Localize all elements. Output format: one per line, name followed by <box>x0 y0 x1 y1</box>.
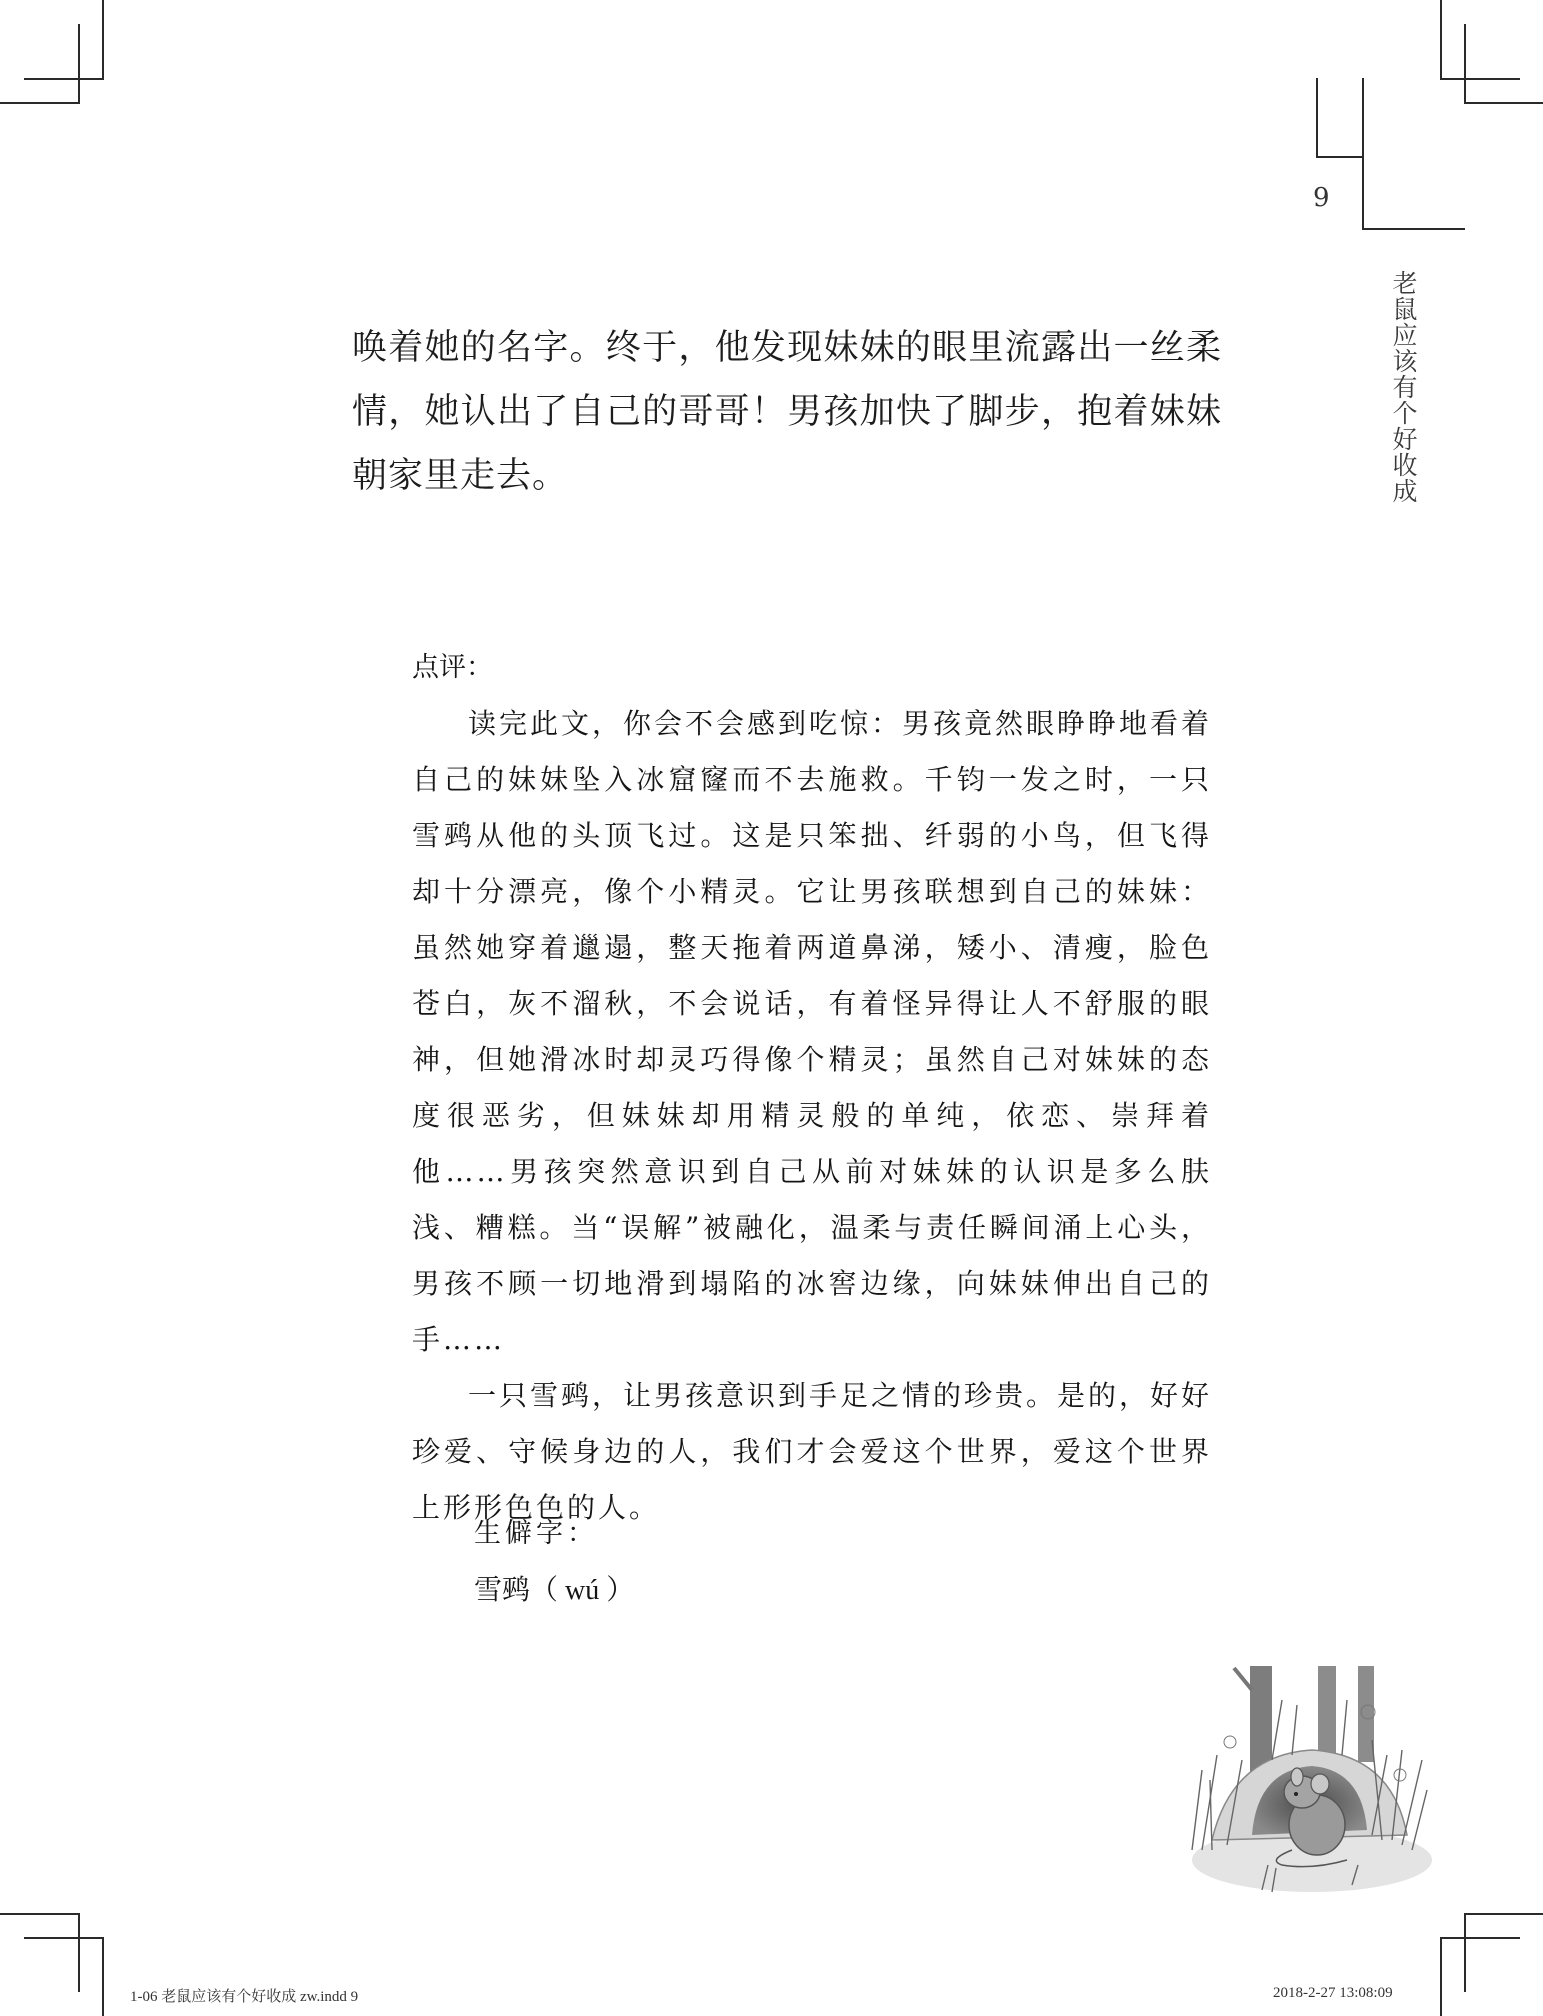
crop-mark <box>1440 1937 1442 2016</box>
crop-mark <box>1464 24 1466 103</box>
crop-mark <box>24 1937 104 1939</box>
paren-close: ） <box>606 1573 635 1606</box>
crop-mark <box>78 1913 80 1992</box>
crop-mark <box>24 78 104 80</box>
crop-mark <box>1440 0 1442 79</box>
crop-mark <box>0 102 80 104</box>
vocabulary-note <box>474 1512 634 1619</box>
crop-mark <box>1440 1937 1520 1939</box>
crop-mark <box>0 1913 80 1915</box>
crop-mark <box>102 1937 104 2016</box>
header-rule <box>1316 156 1362 158</box>
slug-timestamp: 2018-2-27 13:08:09 <box>1273 1985 1393 2001</box>
vocabulary-label: 生僻字： <box>474 1518 598 1549</box>
mouse-sketch-icon <box>1172 1660 1442 1910</box>
crop-mark <box>102 0 104 79</box>
mouse-illustration <box>1172 1660 1442 1910</box>
vocabulary-word: 雪鹀 <box>474 1573 531 1606</box>
header-rule <box>1362 228 1465 230</box>
paren-open: （ <box>530 1573 559 1606</box>
crop-mark <box>1464 102 1543 104</box>
page-number: 9 <box>1313 183 1330 213</box>
crop-mark <box>1464 1913 1543 1915</box>
commentary-section <box>412 648 1212 1536</box>
body-paragraph: 唤着她的名字。终于，他发现妹妹的眼里流露出一丝柔情，她认出了自己的哥哥！男孩加快了脚步，抱着妹妹朝家里走去。 <box>352 328 1222 496</box>
vocabulary-entry <box>474 1562 634 1619</box>
commentary-heading: 点评： <box>412 652 493 683</box>
commentary-paragraph: 读完此文，你会不会感到吃惊：男孩竟然眼睁睁地看着自己的妹妹坠入冰窟窿而不去施救。千钧一发之时，一只雪鹀从他的头顶飞过。这是只笨拙、纤弱的小鸟，但飞得却十分漂亮，像个小精灵。它让男孩联想到自己的妹妹：虽然她穿着邋遢，整天拖着两道鼻涕，矮小、清瘦，脸色苍白，灰不溜秋，不会说话，有着怪异得让人不舒服的眼神，但她滑冰时却灵巧得像个精灵；虽然自己对妹妹的态度很恶劣，但妹妹却用精灵般的单纯，依恋、崇拜着他……男孩突然意识到自己从前对妹妹的认识是多么肤浅、糟糕。当“误解”被融化，温柔与责任瞬间涌上心头，男孩不顾一切地滑到塌陷的冰窖边缘，向妹妹伸出自己的手…… <box>412 707 1213 1356</box>
crop-mark <box>1464 1913 1466 1992</box>
slug-file-info: 1-06 老鼠应该有个好收成 zw.indd 9 <box>130 1989 359 2005</box>
crop-mark <box>1440 78 1520 80</box>
vocabulary-pinyin: wú <box>558 1575 607 1606</box>
header-rule <box>1362 78 1364 230</box>
running-title: 老鼠应该有个好收成 <box>1389 270 1418 504</box>
crop-mark <box>78 24 80 103</box>
header-rule <box>1316 78 1318 158</box>
commentary-paragraph: 一只雪鹀，让男孩意识到手足之情的珍贵。是的，好好珍爱、守候身边的人，我们才会爱这个世界，爱这个世界上形形色色的人。 <box>412 1379 1213 1524</box>
